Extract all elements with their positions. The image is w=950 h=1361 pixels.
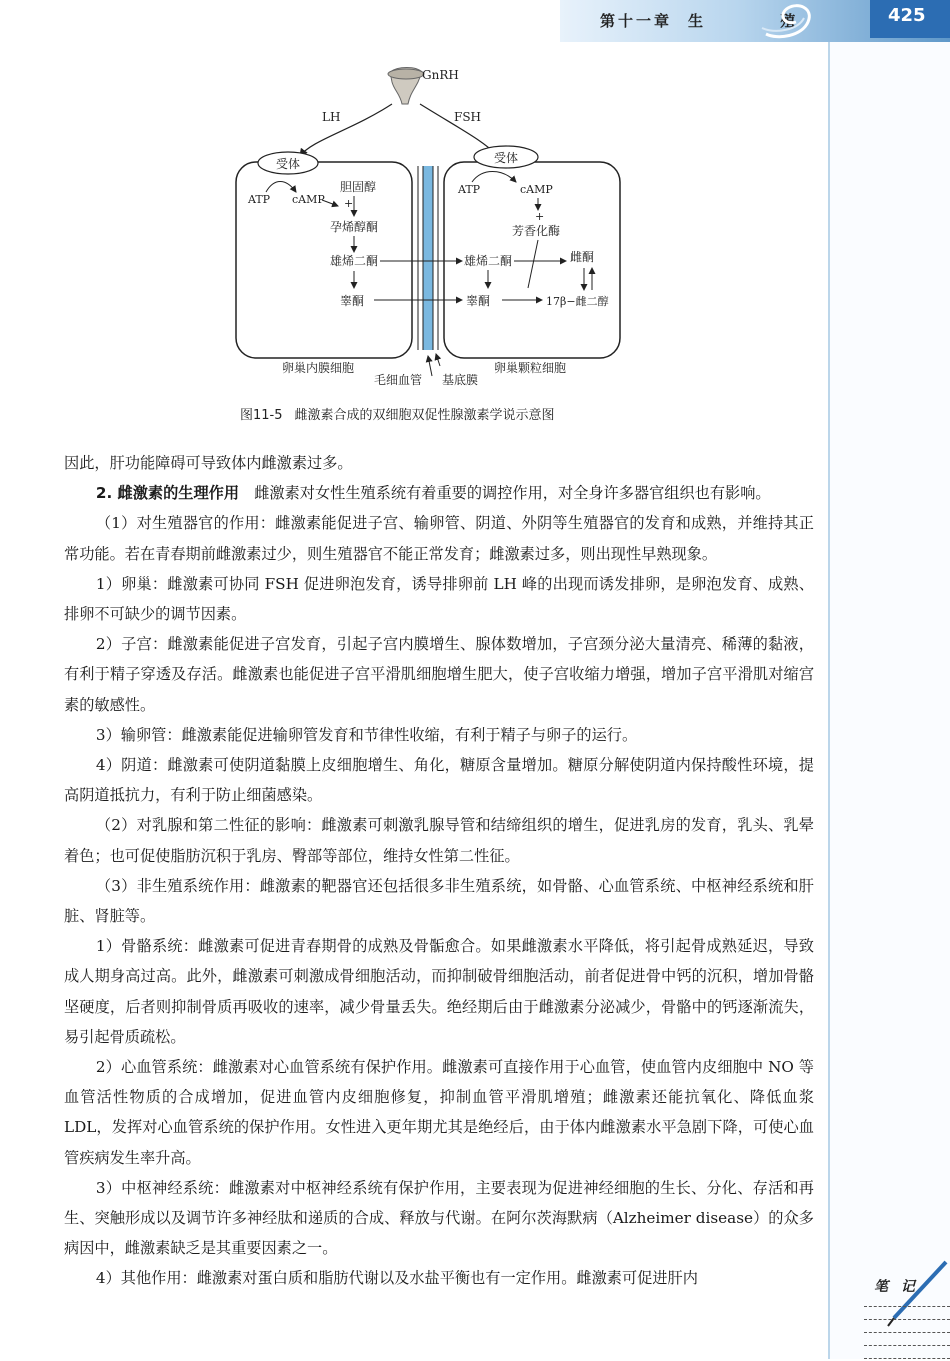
paragraph: 3）输卵管：雌激素能促进输卵管发育和节律性收缩，有利于精子与卵子的运行。 [95,725,638,744]
label-granulosa-cell: 卵巢颗粒细胞 [494,361,567,375]
section-heading: 2. 雌激素的生理作用 [95,484,240,503]
margin-line [828,42,830,1359]
arrow-lh [300,104,392,156]
label-atp-left: ATP [248,193,271,206]
label-lh: LH [322,110,341,124]
label-theca-cell: 卵巢内膜细胞 [282,361,355,375]
margin-area [830,42,950,1359]
label-plus-left: + [344,197,354,210]
caption-number: 图11-5 [240,408,283,423]
notes-label: 笔 记 [874,1279,919,1295]
label-basement-membrane: 基底膜 [442,373,479,387]
label-testosterone-left: 睾酮 [340,294,365,308]
paragraph: （1）对生殖器官的作用：雌激素能促进子宫、输卵管、阴道、外阴等生殖器官的发育和成熟，并维持其正常功能。若在青春期前雌激素过少，则生殖器官不能正常发育；雌激素过多，则出现性早熟现象。 [64,514,814,563]
capillary-band [423,166,433,350]
label-atp-right: ATP [458,183,481,196]
label-estrone: 雌酮 [570,250,595,264]
label-testosterone-right: 睾酮 [466,294,491,308]
notes-lines [864,1296,950,1361]
figure-caption [240,404,555,423]
label-cholesterol: 胆固醇 [340,180,377,194]
label-camp-right: cAMP [520,183,553,196]
caption-text: 雌激素合成的双细胞双促性腺激素学说示意图 [294,408,555,423]
label-gnrh: GnRH [422,68,459,82]
label-receptor-right: 受体 [494,151,519,165]
label-plus-right: + [535,210,545,223]
paragraph: 2）子宫：雌激素能促进子宫发育，引起子宫内膜增生、腺体数增加，子宫颈分泌大量清亮、稀薄的黏液，有利于精子穿透及存活。雌激素也能促进子宫平滑肌细胞增生肥大，使子宫收缩力增强，增加子宫平滑肌对缩宫素的敏感性。 [64,635,814,714]
theca-cell-outline [236,162,412,358]
chapter-subject: 生 殖 [688,12,832,30]
label-aromatase: 芳香化酶 [512,224,561,238]
section-paragraph [64,478,814,508]
paragraph: （3）非生殖系统作用：雌激素的靶器官还包括很多非生殖系统，如骨骼、心血管系统、中枢神经系统和肝脏、肾脏等。 [64,876,814,926]
label-estradiol: 17β−雌二醇 [546,295,609,308]
swirl-ornament-icon [758,0,818,42]
page-number: 425 [888,5,926,26]
section-intro: 雌激素对女性生殖系统有着重要的调控作用，对全身许多器官组织也有影响。 [239,484,771,503]
paragraph: 2）心血管系统：雌激素对心血管系统有保护作用。雌激素可直接作用于心血管，使血管内皮细胞中 NO 等血管活性物质的合成增加，促进血管内皮细胞修复，抑制血管平滑肌增殖；雌激素还能抗氧化、降低血浆 LDL，发挥对心血管系统的保护作用。女性进入更年期尤其是绝经后，由于体内雌激素水平急剧下降，可使心血管疾病发生率升高。 [64,1058,814,1167]
estrogen-synthesis-diagram [232,60,632,395]
paragraph: 4）阴道：雌激素可使阴道黏膜上皮细胞增生、角化，糖原含量增加。糖原分解使阴道内保持酸性环境，提高阴道抵抗力，有利于防止细菌感染。 [64,756,814,805]
label-fsh: FSH [454,110,482,124]
paragraph: 1）卵巢：雌激素可协同 FSH 促进卵泡发育，诱导排卵前 LH 峰的出现而诱发排卵，是卵泡发育、成熟、排卵不可缺少的调节因素。 [64,574,814,624]
paragraph: 4）其他作用：雌激素对蛋白质和脂肪代谢以及水盐平衡也有一定作用。雌激素可促进肝内 [95,1269,698,1288]
label-pregnenolone: 孕烯醇酮 [330,220,379,234]
paragraph: 3）中枢神经系统：雌激素对中枢神经系统有保护作用，主要表现为促进神经细胞的生长、分化、存活和再生、突触形成以及调节许多神经肽和递质的合成、释放与代谢。在阿尔茨海默病（Alzheimer disease）的众多病因中，雌激素缺乏是其重要因素之一。 [64,1178,814,1258]
label-receptor-left: 受体 [276,157,301,171]
label-androstenedione-right: 雄烯二酮 [464,254,513,268]
label-capillary: 毛细血管 [374,373,423,387]
paragraph: 1）骨骼系统：雌激素可促进青春期骨的成熟及骨骺愈合。如果雌激素水平降低，将引起骨成熟延迟，导致成人期身高过高。此外，雌激素可刺激成骨细胞活动，而抑制破骨细胞活动，前者促进骨中钙的沉积，增加骨骼坚硬度，后者则抑制骨质再吸收的速率，减少骨量丢失。绝经期后由于雌激素分泌减少，骨骼中的钙逐渐流失，易引起骨质疏松。 [64,937,814,1046]
pituitary-icon [388,68,424,105]
body-text [64,448,814,1294]
paragraph: （2）对乳腺和第二性征的影响：雌激素可刺激乳腺导管和结缔组织的增生，促进乳房的发育，乳头、乳晕着色；也可促使脂肪沉积于乳房、臀部等部位，维持女性第二性征。 [64,816,814,865]
paragraph: 因此，肝功能障碍可导致体内雌激素过多。 [64,454,353,472]
chapter-title: 第十一章 [600,12,673,30]
label-camp-left: cAMP [292,193,325,206]
label-androstenedione-left: 雄烯二酮 [330,254,379,268]
